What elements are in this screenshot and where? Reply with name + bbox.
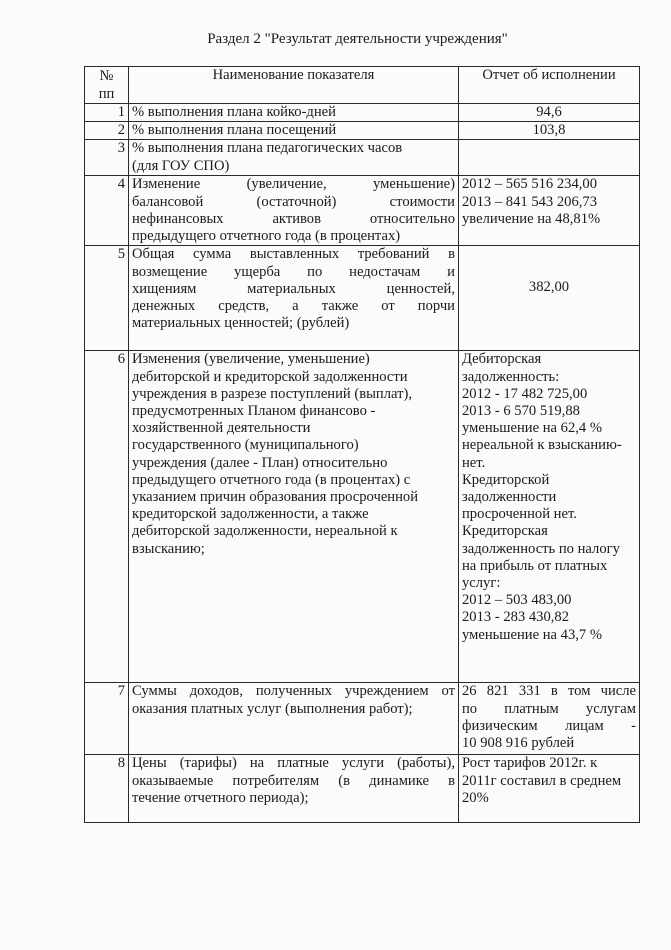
- row-number: 6: [85, 351, 129, 683]
- row-number: 3: [85, 140, 129, 176]
- execution-report-line: 103,8: [532, 122, 566, 139]
- execution-report-line: Кредиторской: [462, 471, 550, 488]
- indicator-name-line: Общая сумма выставленных требований в: [132, 246, 455, 263]
- execution-report-line: 2012 - 17 482 725,00: [462, 385, 588, 402]
- execution-report-line: нет.: [462, 454, 486, 471]
- execution-report-value: [459, 176, 640, 246]
- table-row: [85, 246, 640, 351]
- execution-report-line: по платным услугам: [462, 700, 636, 717]
- indicator-name-line: государственного (муниципального): [132, 437, 359, 454]
- table-row: [85, 176, 640, 246]
- row-number: 8: [85, 755, 129, 823]
- execution-report-line: 2012 – 565 516 234,00: [462, 176, 597, 193]
- indicator-name-line: учреждения (далее - План) относительно: [132, 454, 388, 471]
- indicator-name-line: нефинансовых активов относительно: [132, 210, 455, 227]
- indicator-name-line: (для ГОУ СПО): [132, 157, 230, 174]
- indicator-name: [129, 683, 459, 755]
- indicator-name-line: % выполнения плана посещений: [132, 122, 337, 139]
- execution-report-line: задолженности: [462, 489, 557, 506]
- execution-report-line: нереальной к взысканию-: [462, 437, 622, 454]
- execution-report-line: задолженность:: [462, 368, 560, 385]
- indicator-name: [129, 140, 459, 176]
- indicator-name-line: Цены (тарифы) на платные услуги (работы),: [132, 755, 455, 772]
- indicator-name-line: предыдущего отчетного года (в процентах): [132, 228, 401, 245]
- indicator-name-line: Изменение (увеличение, уменьшение): [132, 176, 455, 193]
- execution-report-line: просроченной нет.: [462, 506, 577, 523]
- execution-report-line: 382,00: [528, 279, 570, 296]
- execution-report-line: задолженность по налогу: [462, 540, 620, 557]
- execution-report-line: на прибыль от платных: [462, 557, 608, 574]
- execution-report-line: Дебиторская: [462, 351, 542, 368]
- row-number: 7: [85, 683, 129, 755]
- indicator-name-line: дебиторской и кредиторской задолженности: [132, 368, 408, 385]
- execution-report-line: 2013 - 6 570 519,88: [462, 403, 580, 420]
- execution-report-line: услуг:: [462, 575, 501, 592]
- indicator-name-line: материальных ценностей; (рублей): [132, 315, 350, 332]
- execution-report-line: Рост тарифов 2012г. к: [462, 755, 598, 772]
- execution-report-value: [459, 140, 640, 176]
- indicator-name-line: указанием причин образования просроченной: [132, 489, 419, 506]
- indicator-name-line: возмещение ущерба по недостачам и: [132, 263, 455, 280]
- table-row: [85, 683, 640, 755]
- header-indicator-name: Наименование показателя: [129, 67, 459, 104]
- indicator-name-line: взысканию;: [132, 540, 205, 557]
- table-row: [85, 755, 640, 823]
- execution-report-line: 10 908 916 рублей: [462, 735, 575, 752]
- execution-report-value: [459, 351, 640, 683]
- execution-report-value: [459, 104, 640, 122]
- indicator-name-line: оказываемые потребителям (в динамике в: [132, 772, 455, 789]
- execution-report-value: [459, 246, 640, 351]
- execution-report-value: [459, 122, 640, 140]
- execution-report-value: [459, 683, 640, 755]
- row-number: 1: [85, 104, 129, 122]
- execution-report-line: физическим лицам -: [462, 717, 636, 734]
- header-execution-report: Отчет об исполнении: [459, 67, 640, 104]
- indicator-name-line: % выполнения плана койко-дней: [132, 104, 336, 120]
- table-header-row: [85, 67, 640, 104]
- execution-report-value: [459, 755, 640, 823]
- indicator-name-line: предыдущего отчетного года (в процентах) с: [132, 471, 411, 488]
- results-table: [84, 66, 640, 823]
- execution-report-line: 94,6: [536, 104, 562, 120]
- execution-report-line: 2011г составил в среднем: [462, 772, 622, 789]
- execution-report-line: 2013 – 841 543 206,73: [462, 193, 597, 210]
- indicator-name: [129, 246, 459, 351]
- section-title: Раздел 2 "Результат деятельности учреждения": [207, 31, 508, 47]
- indicator-name-line: оказания платных услуг (выполнения работ);: [132, 700, 413, 717]
- table-row: [85, 122, 640, 140]
- indicator-name-line: денежных средств, а также от порчи: [132, 298, 455, 315]
- indicator-name-line: кредиторской задолженности, а также: [132, 506, 369, 523]
- row-number: 2: [85, 122, 129, 140]
- row-number: 5: [85, 246, 129, 351]
- indicator-name-line: хищениям материальных ценностей,: [132, 280, 455, 297]
- indicator-name-line: Изменения (увеличение, уменьшение): [132, 351, 370, 368]
- execution-report-line: уменьшение на 62,4 %: [462, 420, 603, 437]
- execution-report-line: 26 821 331 в том числе: [462, 683, 636, 700]
- indicator-name-line: дебиторской задолженности, нереальной к: [132, 523, 398, 540]
- row-number: 4: [85, 176, 129, 246]
- header-number: № пп: [85, 67, 129, 104]
- indicator-name-line: балансовой (остаточной) стоимости: [132, 193, 455, 210]
- indicator-name-line: % выполнения плана педагогических часов: [132, 140, 403, 157]
- execution-report-line: увеличение на 48,81%: [462, 210, 601, 227]
- indicator-name-line: предусмотренных Планом финансово -: [132, 403, 376, 420]
- table-row: [85, 104, 640, 122]
- execution-report-line: Кредиторская: [462, 523, 548, 540]
- execution-report-line: 20%: [462, 789, 489, 806]
- execution-report-line: уменьшение на 43,7 %: [462, 626, 603, 643]
- indicator-name-line: течение отчетного периода);: [132, 789, 309, 806]
- indicator-name-line: хозяйственной деятельности: [132, 420, 311, 437]
- indicator-name-line: Суммы доходов, полученных учреждением от: [132, 683, 455, 700]
- execution-report-line: 2012 – 503 483,00: [462, 592, 572, 609]
- indicator-name-line: учреждения в разрезе поступлений (выплат),: [132, 385, 413, 402]
- indicator-name: [129, 755, 459, 823]
- execution-report-line: 2013 - 283 430,82: [462, 609, 570, 626]
- indicator-name: [129, 104, 459, 122]
- table-row: [85, 140, 640, 176]
- indicator-name: [129, 122, 459, 140]
- table-row: [85, 351, 640, 683]
- indicator-name: [129, 176, 459, 246]
- indicator-name: [129, 351, 459, 683]
